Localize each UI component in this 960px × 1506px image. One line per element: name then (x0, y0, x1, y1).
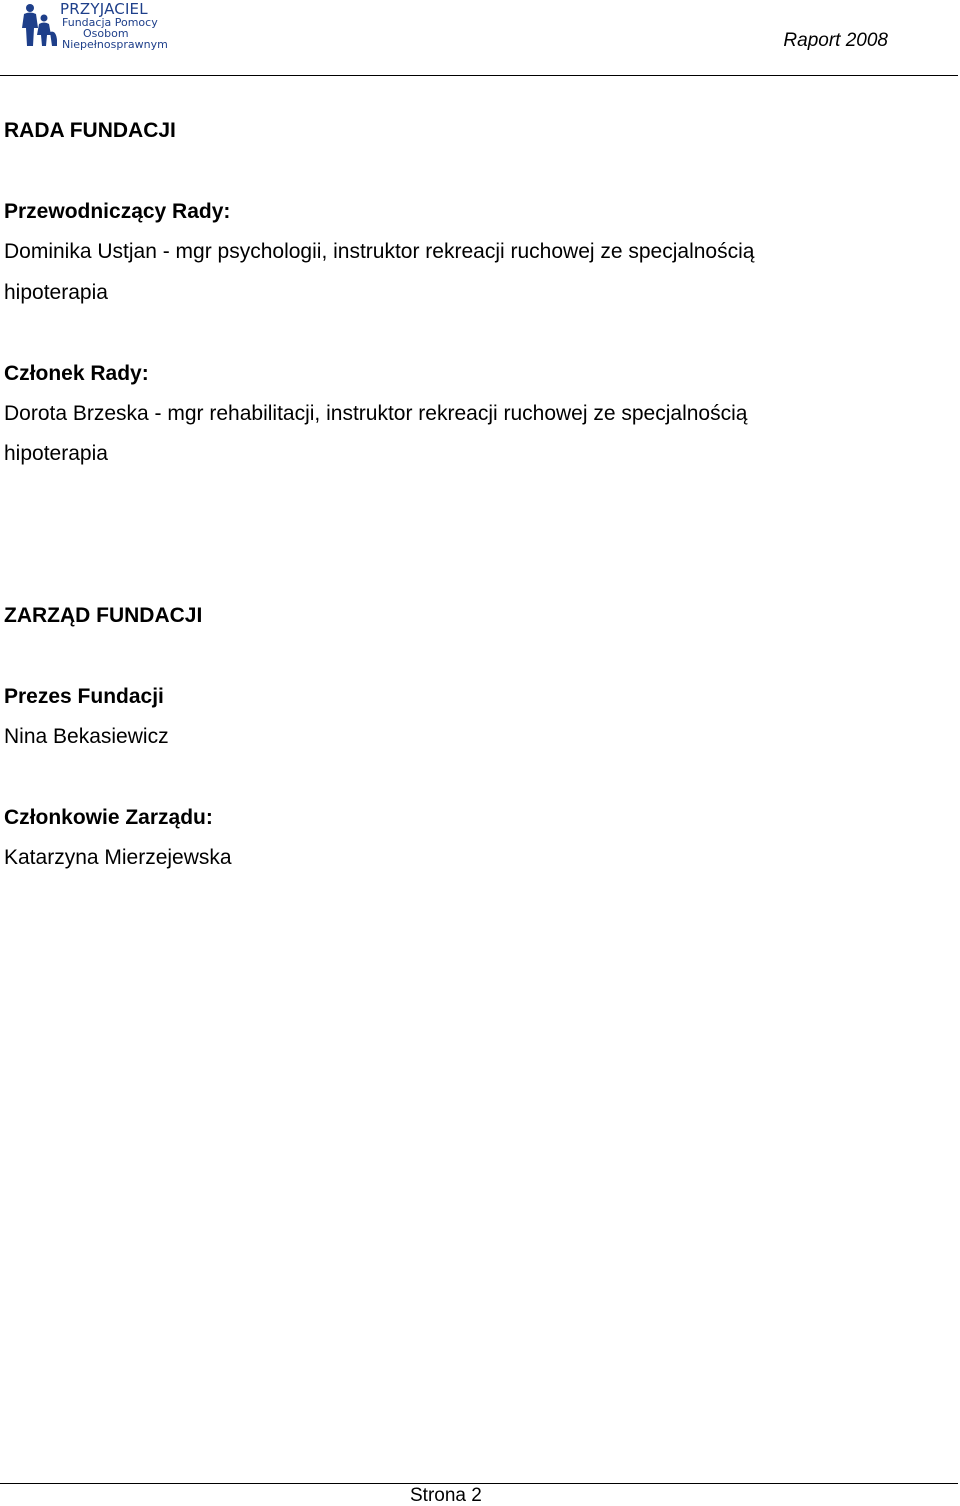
member-description-cont: hipoterapia (4, 442, 108, 465)
chair-description-cont: hipoterapia (4, 281, 108, 304)
board-heading: ZARZĄD FUNDACJI (4, 604, 203, 627)
president-name: Nina Bekasiewicz (4, 725, 169, 748)
page-header (0, 0, 960, 78)
member-label: Członek Rady: (4, 362, 149, 385)
council-heading: RADA FUNDACJI (4, 119, 176, 142)
logo-line-1: Fundacja Pomocy (62, 16, 158, 29)
logo-title: PRZYJACIEL (60, 0, 148, 18)
report-title: Raport 2008 (783, 30, 888, 51)
chair-label: Przewodniczący Rady: (4, 200, 231, 223)
header-divider (0, 75, 958, 76)
board-member-name: Katarzyna Mierzejewska (4, 846, 232, 869)
page-number: Strona 2 (410, 1485, 482, 1506)
logo-line-2: Osobom (83, 27, 129, 40)
board-members-label: Członkowie Zarządu: (4, 806, 213, 829)
president-label: Prezes Fundacji (4, 685, 164, 708)
logo-line-3: Niepełnosprawnym (62, 38, 168, 51)
people-silhouette-icon (20, 2, 58, 50)
chair-description: Dominika Ustjan - mgr psychologii, instruktor rekreacji ruchowej ze specjalnością (4, 240, 755, 263)
logo-text (60, 2, 168, 50)
foundation-logo (20, 2, 170, 50)
member-description: Dorota Brzeska - mgr rehabilitacji, instruktor rekreacji ruchowej ze specjalnością (4, 402, 748, 425)
footer-divider (0, 1483, 958, 1484)
